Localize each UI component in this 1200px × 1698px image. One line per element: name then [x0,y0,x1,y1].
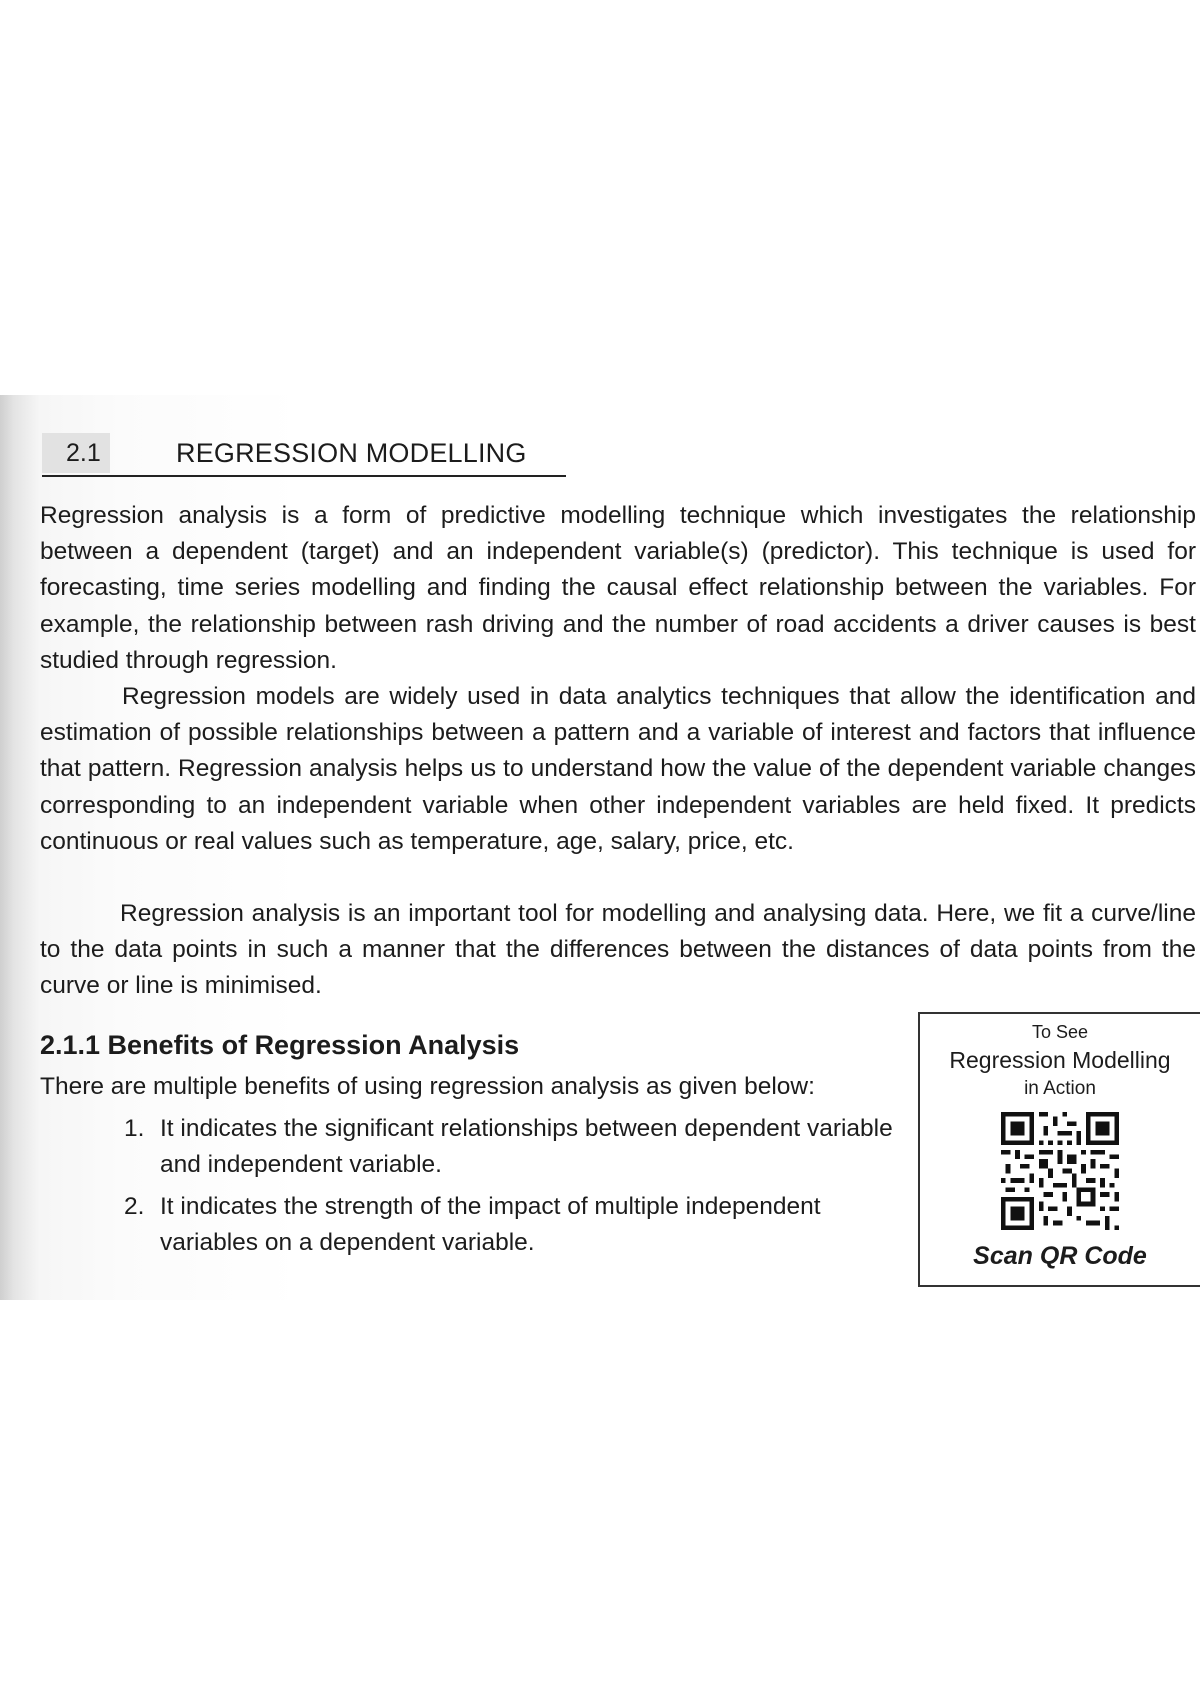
subsection-heading: 2.1.1 Benefits of Regression Analysis [40,1030,520,1060]
qr-code-icon[interactable] [1001,1112,1119,1230]
paragraph-models: Regression models are widely used in data analytics techniques that allow the identification and estimation of possible relationships between a pattern and a variable of interest and factors that influence that pattern. Regression analysis helps us to understand how the value of the dependent variable changes corresponding to an independent variable when other independent variables are held fixed. It predicts continuous or real values such as temperature, age, salary, price, etc. [40,683,1196,855]
section-heading [42,433,566,477]
book-page [0,395,1200,1300]
benefits-list [124,1111,894,1267]
list-item-number: 2. [124,1193,145,1220]
list-item [124,1111,894,1183]
list-item [124,1189,894,1261]
qr-callout-box [918,1012,1200,1287]
paragraph-tool: Regression analysis is an important tool for modelling and analysing data. Here, we fit a curve/line to the data points in such a manner that the differences between the distances of data points from the curve or line is minimised. [40,900,1196,1000]
subsection-intro: There are multiple benefits of using regression analysis as given below: [40,1073,815,1100]
qr-caption: Scan QR Code [973,1242,1147,1270]
list-item-number: 1. [124,1115,145,1142]
qr-callout-line-3: in Action [1024,1078,1096,1099]
list-item-text: It indicates the significant relationships between dependent variable and independent variable. [160,1115,893,1178]
qr-callout-line-2: Regression Modelling [949,1047,1171,1073]
section-title: REGRESSION MODELLING [176,438,527,468]
list-item-text: It indicates the strength of the impact of multiple independent variables on a dependent variable. [160,1193,821,1256]
qr-callout-line-1: To See [1031,1022,1089,1042]
paragraph-intro: Regression analysis is a form of predictive modelling technique which investigates the relationship between a dependent (target) and an independent variable(s) (predictor). This technique is used for forecasting, time series modelling and finding the causal effect relationship between the variables. For example, the relationship between rash driving and the number of road accidents a driver causes is best studied through regression. [40,502,1196,674]
section-number: 2.1 [42,433,110,473]
